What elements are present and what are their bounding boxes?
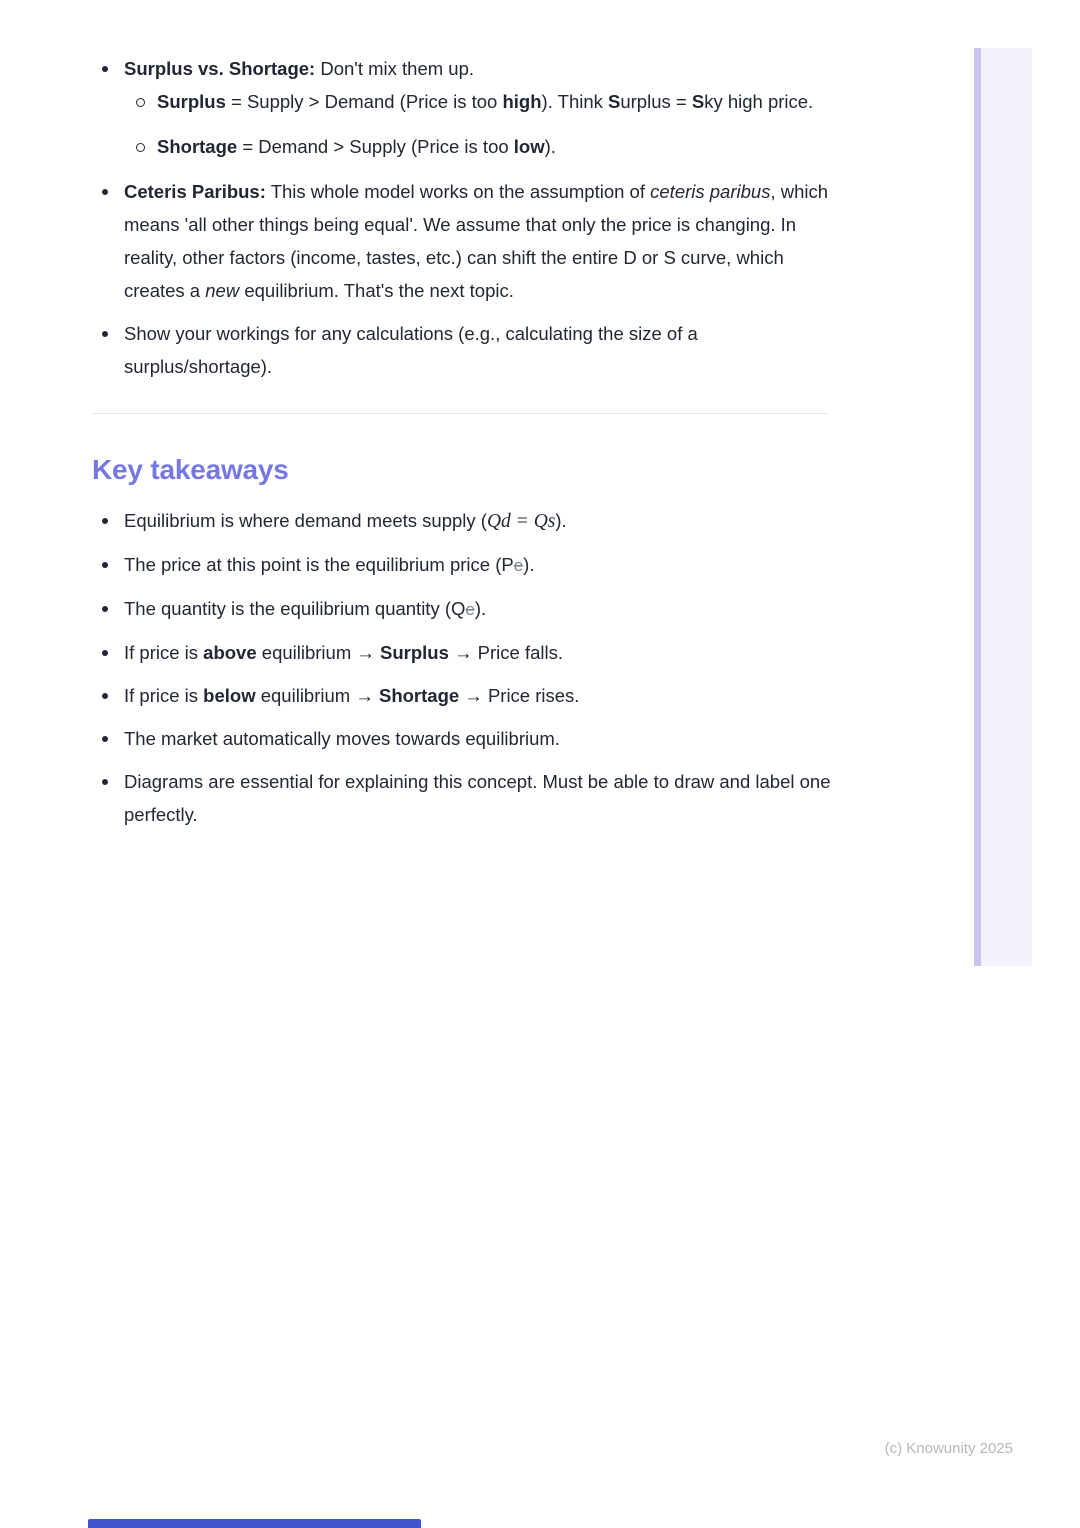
text-run: Equilibrium is where demand meets supply ( <box>124 510 487 531</box>
text-run: ). <box>523 554 535 575</box>
list-item-text <box>124 323 698 377</box>
text-run: = Demand > Supply (Price is too <box>237 136 514 157</box>
text-run: The market automatically moves towards equilibrium. <box>124 728 560 749</box>
text-run: ). <box>474 598 487 619</box>
list-item-text <box>124 58 474 79</box>
text-run: ceteris paribus <box>650 181 771 202</box>
text-run: low <box>513 136 545 157</box>
list-item <box>92 504 832 538</box>
text-run: Surplus <box>380 642 449 663</box>
text-run: ). <box>544 136 556 157</box>
text-run: ). Think <box>541 91 609 112</box>
text-run: → Price rises. <box>459 685 580 706</box>
scrollbar-thumb[interactable] <box>974 48 981 966</box>
list-item-text <box>124 510 567 531</box>
surplus-shortage-sublist <box>124 85 832 163</box>
text-run: If price is <box>124 642 204 663</box>
list-item <box>92 592 832 626</box>
text-run: below <box>203 685 256 706</box>
list-item <box>92 175 832 307</box>
list-item-text <box>157 136 556 157</box>
text-run: = Supply > Demand (Price is too <box>225 91 503 112</box>
list-item-text <box>124 642 563 663</box>
list-item <box>92 765 832 831</box>
text-run: equilibrium → <box>256 642 381 663</box>
text-run: Surplus <box>157 91 226 112</box>
list-item <box>92 679 832 712</box>
text-run: If price is <box>124 685 204 706</box>
text-run: equilibrium → <box>255 685 379 706</box>
text-run: Show your workings for any calculations (e.g., calculating the size of a surplus/shortage). <box>124 323 698 377</box>
list-item-text <box>124 771 831 825</box>
list-item-text <box>124 598 486 619</box>
list-item-text <box>157 91 813 112</box>
list-item <box>92 636 832 669</box>
copyright-text: (c) Knowunity 2025 <box>884 1440 1013 1457</box>
text-run: This whole model works on the assumption of <box>265 181 651 202</box>
list-item <box>124 130 832 163</box>
text-run: above <box>203 642 257 663</box>
scrollbar-track[interactable] <box>974 48 1032 966</box>
text-run: Don't mix them up. <box>315 58 475 79</box>
page-progress-bar <box>88 1519 421 1528</box>
list-item-text <box>124 554 534 575</box>
text-run: new <box>205 280 240 301</box>
text-run: Surplus vs. Shortage: <box>124 58 316 79</box>
text-run: → Price falls. <box>448 642 564 663</box>
list-item <box>92 548 832 582</box>
list-item-text <box>124 728 560 749</box>
text-run: equilibrium. That's the next topic. <box>239 280 514 301</box>
text-run: e <box>513 556 524 575</box>
text-run: Qd = Qs <box>486 511 556 532</box>
list-item <box>124 85 832 118</box>
key-takeaways-heading: Key takeaways <box>92 454 289 485</box>
text-run: The price at this point is the equilibrium price (P <box>124 554 514 575</box>
document-content <box>92 52 832 831</box>
text-run: ). <box>555 510 567 531</box>
text-run: urplus = <box>620 91 692 112</box>
text-run: The quantity is the equilibrium quantity (Q <box>124 598 466 619</box>
list-item <box>92 722 832 755</box>
text-run: Shortage <box>157 136 238 157</box>
text-run: ky high price. <box>704 91 814 112</box>
key-takeaways-list <box>92 504 832 831</box>
text-run: Ceteris Paribus: <box>124 181 266 202</box>
text-run: Shortage <box>378 685 460 706</box>
text-run: S <box>608 91 621 112</box>
text-run: e <box>465 600 475 619</box>
list-item <box>92 52 832 163</box>
section-divider <box>92 413 828 414</box>
text-run: high <box>502 91 542 112</box>
list-item-text <box>124 181 828 301</box>
text-run: S <box>691 91 705 112</box>
text-run: , which means 'all other things being equal'. We assume that only the price is changing. In reality, other factors (income, tastes, etc.) can shift the entire D or S curve, which creates a <box>124 181 829 301</box>
exam-tips-list <box>92 52 832 383</box>
text-run: Diagrams are essential for explaining this concept. Must be able to draw and label one perfectly. <box>124 771 831 825</box>
list-item-text <box>124 685 579 706</box>
list-item <box>92 317 832 383</box>
